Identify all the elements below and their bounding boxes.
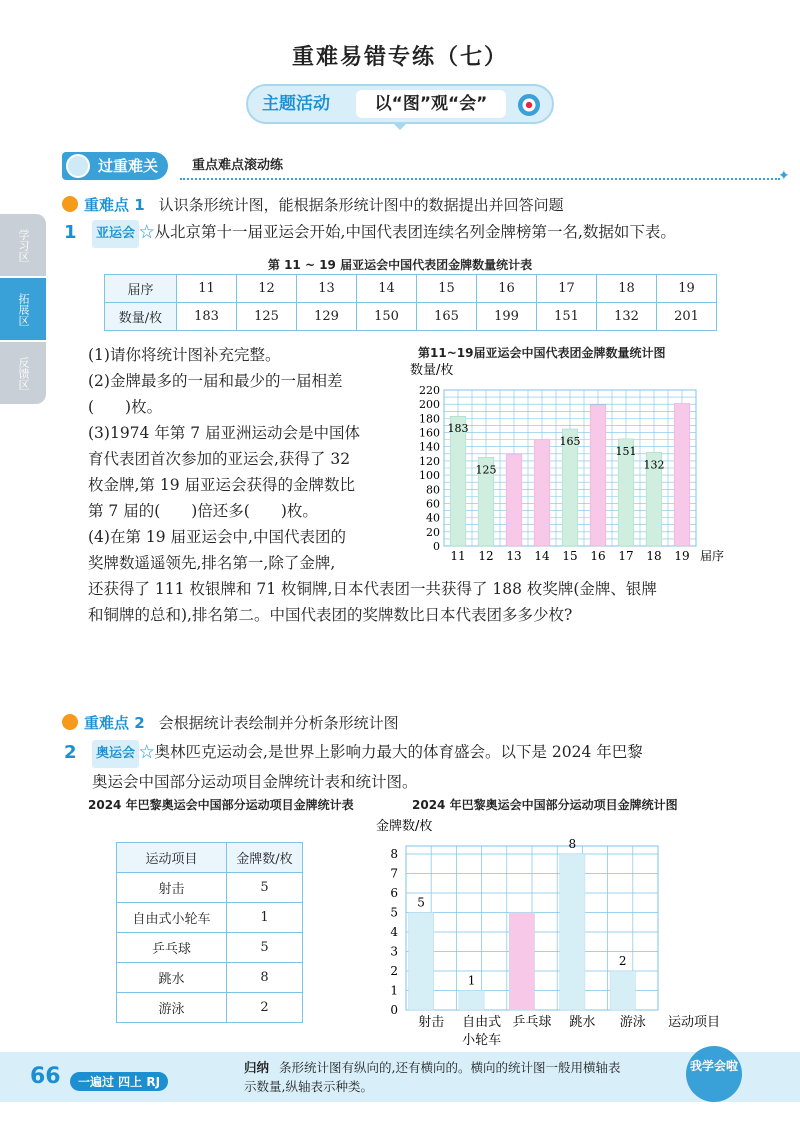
table-cell: 游泳: [117, 993, 227, 1023]
keypoint-text: 会根据统计表绘制并分析条形统计图: [158, 714, 399, 732]
gold-medal-table: [104, 274, 717, 331]
y-tick-label: 120: [419, 454, 440, 468]
table-cell: 射击: [117, 873, 227, 903]
section-header: [62, 152, 790, 184]
table-cell: 5: [227, 873, 303, 903]
x-tick-label: 自由式: [462, 1015, 502, 1030]
question-number: 2: [64, 742, 77, 763]
x-tick-label: 15: [562, 549, 578, 563]
table-row: [117, 933, 303, 963]
note-text-2: 示数量,纵轴表示种类。: [244, 1079, 373, 1094]
part-4c: 还获得了 111 枚银牌和 71 枚铜牌,日本代表团一共获得了 188 枚奖牌(金牌、银牌: [88, 580, 657, 598]
banner-label: 主题活动: [262, 94, 330, 114]
page-title: 重难易错专练（七）: [291, 45, 508, 70]
table-cell: 150: [357, 303, 417, 331]
bar: [506, 455, 522, 546]
table-cell: 12: [237, 275, 297, 303]
table-cell: 201: [657, 303, 717, 331]
y-tick-label: 0: [390, 1003, 398, 1017]
bar: [610, 971, 635, 1010]
section-divider: [180, 178, 780, 180]
y-tick-label: 0: [433, 540, 440, 553]
part-4b: 奖牌数遥遥领先,排名第一,除了金牌,: [88, 554, 336, 572]
data-label: 125: [475, 463, 497, 477]
table-cell: 132: [597, 303, 657, 331]
y-tick-label: 8: [390, 847, 398, 861]
x-tick-label: 11: [450, 549, 466, 563]
y-axis-label: 金牌数/枚: [376, 819, 433, 834]
x-tick-label: 13: [506, 549, 522, 563]
bar: [590, 405, 606, 546]
table-header: 数量/枚: [105, 303, 177, 331]
data-label: 2: [618, 954, 627, 968]
target-icon: [518, 94, 540, 116]
star-icon: ✦: [778, 168, 790, 184]
table-cell: 自由式小轮车: [117, 903, 227, 933]
side-tabs: [0, 214, 50, 404]
bar: [534, 440, 550, 546]
question-1-stem: [92, 218, 676, 248]
question-1-part4-rest: [88, 576, 788, 628]
table-header: 金牌数/枚: [227, 843, 303, 873]
theme-banner: [246, 84, 554, 124]
table-cell: 5: [227, 933, 303, 963]
table-cell: 129: [297, 303, 357, 331]
data-label: 183: [447, 422, 469, 436]
y-tick-label: 80: [426, 483, 440, 497]
table-cell: 165: [417, 303, 477, 331]
table-cell: 14: [357, 275, 417, 303]
keypoint-label: 重难点 1: [84, 196, 145, 214]
data-label: 132: [643, 458, 665, 472]
table-cell: 18: [597, 275, 657, 303]
footer: [0, 1052, 800, 1102]
bar: [560, 854, 585, 1010]
table-cell: 8: [227, 963, 303, 993]
banner-theme: 以“图”观“会”: [356, 90, 506, 118]
table-1-title: 第 11 ~ 19 届亚运会中国代表团金牌数量统计表: [267, 258, 533, 272]
y-tick-label: 20: [426, 525, 440, 539]
x-tick-label: 乒乓球: [512, 1015, 552, 1030]
tab-study[interactable]: 学习区: [0, 214, 46, 276]
section-badge: [62, 152, 168, 180]
x-tick-label: 16: [590, 549, 606, 563]
y-tick-label: 6: [390, 886, 398, 900]
data-label: 1: [467, 973, 476, 988]
learned-badge: 我学会啦: [686, 1046, 742, 1102]
table-cell: 1: [227, 903, 303, 933]
chart-1: [408, 362, 748, 568]
tab-feedback[interactable]: 反馈区: [0, 342, 46, 404]
table-row: [117, 993, 303, 1023]
table-cell: 19: [657, 275, 717, 303]
data-label: 8: [568, 837, 577, 851]
x-tick-label: 19: [674, 549, 690, 563]
part-2b: ( )枚。: [88, 398, 163, 416]
keypoint-1: [62, 194, 564, 215]
part-3a: (3)1974 年第 7 届亚洲运动会是中国体: [88, 424, 361, 442]
keypoint-label: 重难点 2: [84, 714, 145, 732]
stem-text-2: 奥运会中国部分运动项目金牌统计表和统计图。: [92, 773, 418, 791]
part-4a: (4)在第 19 届亚运会中,中国代表团的: [88, 528, 346, 546]
tab-extend[interactable]: 拓展区: [0, 278, 46, 340]
page-number: 66: [30, 1064, 61, 1089]
part-2a: (2)金牌最多的一届和最少的一届相差: [88, 372, 343, 390]
table-row: [117, 963, 303, 993]
star-icon: ☆: [139, 743, 155, 761]
table-cell: 17: [537, 275, 597, 303]
data-label: 165: [559, 435, 581, 448]
olympic-table: [116, 842, 303, 1023]
table-cell: 跳水: [117, 963, 227, 993]
part-3d: 第 7 届的( )倍还多( )枚。: [88, 502, 318, 520]
y-tick-label: 140: [419, 440, 440, 454]
y-tick-label: 1: [390, 983, 398, 998]
table-2-title: 2024 年巴黎奥运会中国部分运动项目金牌统计表: [88, 798, 354, 812]
x-tick-label: 14: [534, 549, 550, 563]
chart-2: [372, 814, 752, 1054]
question-tag: 亚运会: [92, 220, 139, 248]
table-cell: 13: [297, 275, 357, 303]
y-tick-label: 100: [419, 469, 440, 483]
bar: [450, 416, 466, 546]
part-3c: 枚金牌,第 19 届亚运会获得的金牌数比: [88, 476, 356, 494]
bar: [509, 913, 534, 1011]
x-tick-label: 小轮车: [462, 1033, 502, 1048]
stem-text-1: 奥林匹克运动会,是世界上影响力最大的体育盛会。以下是 2024 年巴黎: [154, 743, 643, 761]
bar: [674, 403, 690, 546]
table-cell: 16: [477, 275, 537, 303]
star-icon: ☆: [139, 223, 155, 241]
section-subtitle: 重点难点滚动练: [192, 158, 284, 173]
x-tick-label: 12: [478, 549, 494, 563]
y-axis-label: 数量/枚: [410, 363, 454, 378]
footer-brand: 一遍过 四上 RJ: [70, 1072, 168, 1091]
table-cell: 2: [227, 993, 303, 1023]
y-tick-label: 4: [390, 925, 398, 939]
question-number: 1: [64, 222, 77, 243]
x-tick-label: 18: [646, 549, 662, 563]
y-tick-label: 3: [390, 944, 398, 959]
chart-2-title: 2024 年巴黎奥运会中国部分运动项目金牌统计图: [412, 798, 678, 812]
bar: [459, 991, 484, 1011]
banner-pointer: [392, 122, 408, 130]
note-text-1: 条形统计图有纵向的,还有横向的。横向的统计图一般用横轴表: [279, 1060, 621, 1075]
x-axis-label: 届序: [700, 549, 725, 563]
table-header: 运动项目: [117, 843, 227, 873]
table-cell: 183: [177, 303, 237, 331]
y-tick-label: 180: [419, 412, 440, 426]
y-tick-label: 5: [390, 905, 398, 920]
table-row: [117, 873, 303, 903]
x-tick-label: 17: [618, 549, 634, 563]
data-label: 151: [615, 444, 637, 458]
y-tick-label: 160: [419, 426, 440, 440]
part-4d: 和铜牌的总和),排名第二。中国代表团的奖牌数比日本代表团多多少枚?: [88, 606, 573, 624]
y-tick-label: 60: [426, 497, 440, 511]
keypoint-text: 认识条形统计图，能根据条形统计图中的数据提出并回答问题: [158, 196, 564, 214]
x-tick-label: 游泳: [619, 1015, 646, 1030]
bar: [409, 913, 434, 1011]
y-tick-label: 7: [390, 866, 398, 881]
table-cell: 125: [237, 303, 297, 331]
table-cell: 199: [477, 303, 537, 331]
x-tick-label: 射击: [418, 1015, 445, 1030]
y-tick-label: 220: [419, 384, 440, 397]
table-cell: 151: [537, 303, 597, 331]
bulb-icon: [62, 196, 78, 212]
stem-text: 从北京第十一届亚运会开始,中国代表团连续名列金牌榜第一名,数据如下表。: [154, 223, 676, 241]
y-tick-label: 2: [390, 964, 398, 978]
question-2-stem: [92, 738, 792, 796]
data-label: 5: [417, 895, 425, 910]
table-row: [117, 903, 303, 933]
part-1: (1)请你将统计图补充完整。: [88, 346, 281, 364]
question-1-parts: [88, 342, 418, 576]
x-axis-label: 运动项目: [668, 1015, 721, 1030]
table-header: 届序: [105, 275, 177, 303]
mascot-icon: [66, 154, 90, 178]
footer-note: [244, 1058, 674, 1096]
table-cell: 15: [417, 275, 477, 303]
keypoint-2: [62, 712, 399, 733]
table-cell: 11: [177, 275, 237, 303]
table-cell: 乒乓球: [117, 933, 227, 963]
y-tick-label: 200: [419, 398, 440, 412]
bulb-icon: [62, 714, 78, 730]
x-tick-label: 跳水: [569, 1015, 596, 1030]
note-label: 归纳: [244, 1060, 270, 1075]
section-badge-label: 过重难关: [98, 157, 159, 175]
question-tag: 奥运会: [92, 740, 139, 768]
y-tick-label: 40: [426, 511, 440, 525]
chart-1-title: 第11~19届亚运会中国代表团金牌数量统计图: [418, 346, 666, 360]
part-3b: 育代表团首次参加的亚运会,获得了 32: [88, 450, 351, 468]
